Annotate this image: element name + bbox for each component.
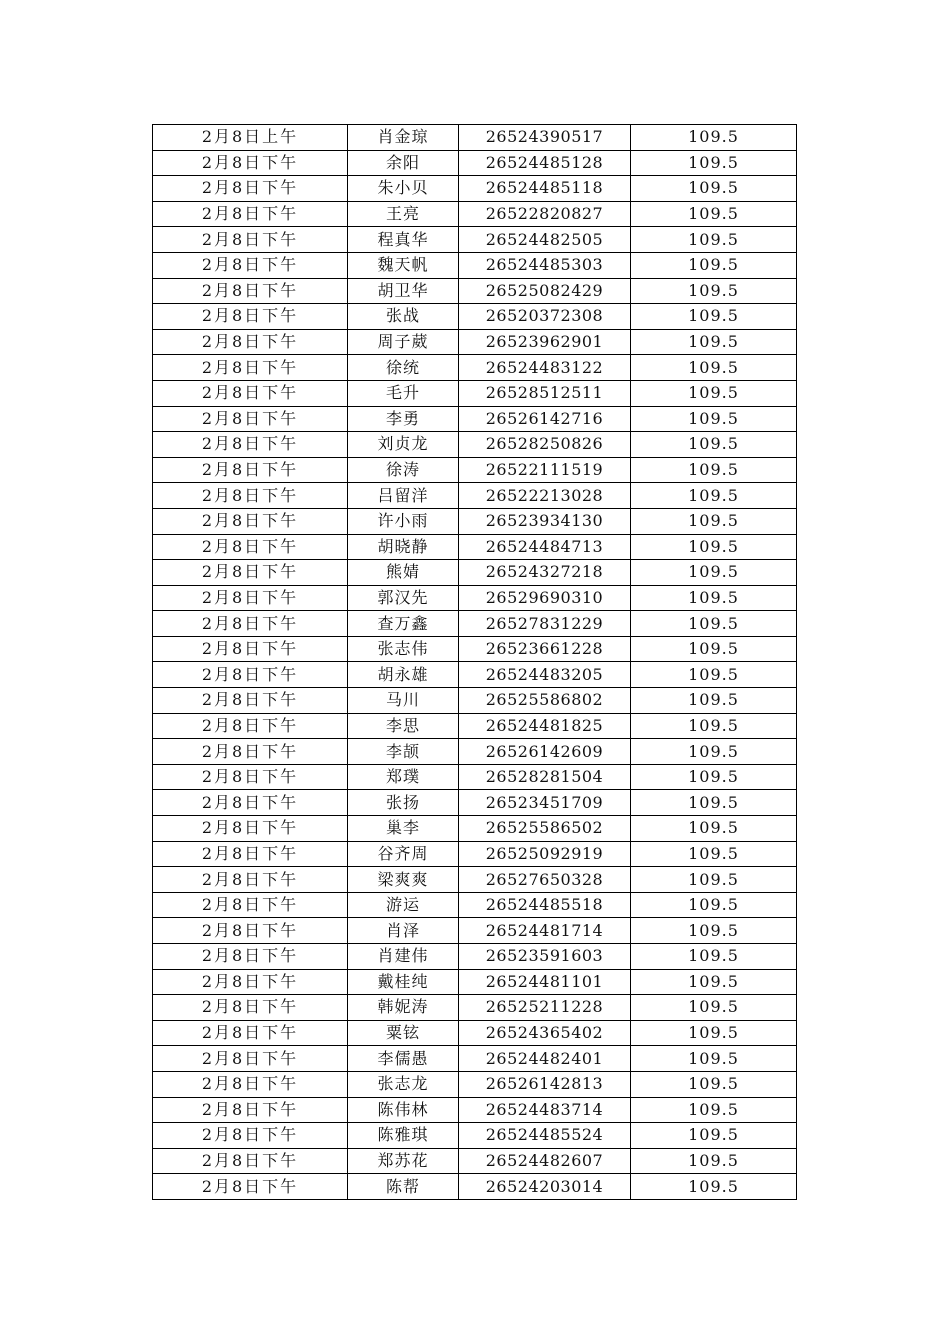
amount-cell: 109.5 [631, 816, 797, 842]
amount-cell: 109.5 [631, 1097, 797, 1123]
name-cell: 程真华 [348, 227, 459, 253]
ticket-number-cell: 26524485128 [459, 150, 631, 176]
ticket-number-cell: 26527831229 [459, 611, 631, 637]
table-row [153, 969, 797, 995]
name-cell: 张扬 [348, 790, 459, 816]
table-row [153, 790, 797, 816]
ticket-number-cell: 26520372308 [459, 304, 631, 330]
name-cell: 魏天帆 [348, 252, 459, 278]
ticket-number-cell: 26529690310 [459, 585, 631, 611]
date-cell: 2月8日下午 [153, 611, 348, 637]
ticket-number-cell: 26524485303 [459, 252, 631, 278]
table-row [153, 918, 797, 944]
date-cell: 2月8日下午 [153, 867, 348, 893]
date-cell: 2月8日下午 [153, 1020, 348, 1046]
table-row [153, 688, 797, 714]
table-row [153, 841, 797, 867]
name-cell: 陈伟林 [348, 1097, 459, 1123]
table-row [153, 1046, 797, 1072]
table-row [153, 508, 797, 534]
table-row [153, 713, 797, 739]
name-cell: 查万鑫 [348, 611, 459, 637]
ticket-number-cell: 26523934130 [459, 508, 631, 534]
table-row [153, 1071, 797, 1097]
amount-cell: 109.5 [631, 1071, 797, 1097]
ticket-number-cell: 26525092919 [459, 841, 631, 867]
ticket-number-cell: 26524365402 [459, 1020, 631, 1046]
amount-cell: 109.5 [631, 1148, 797, 1174]
name-cell: 王亮 [348, 201, 459, 227]
name-cell: 余阳 [348, 150, 459, 176]
table-row [153, 1020, 797, 1046]
ticket-number-cell: 26524203014 [459, 1174, 631, 1200]
name-cell: 肖泽 [348, 918, 459, 944]
name-cell: 胡卫华 [348, 278, 459, 304]
date-cell: 2月8日下午 [153, 944, 348, 970]
date-cell: 2月8日下午 [153, 560, 348, 586]
name-cell: 胡晓静 [348, 534, 459, 560]
date-cell: 2月8日下午 [153, 1046, 348, 1072]
table-row [153, 304, 797, 330]
amount-cell: 109.5 [631, 918, 797, 944]
amount-cell: 109.5 [631, 1020, 797, 1046]
amount-cell: 109.5 [631, 585, 797, 611]
table-row [153, 739, 797, 765]
name-cell: 马川 [348, 688, 459, 714]
table-row [153, 662, 797, 688]
date-cell: 2月8日下午 [153, 841, 348, 867]
name-cell: 许小雨 [348, 508, 459, 534]
name-cell: 徐统 [348, 355, 459, 381]
ticket-number-cell: 26524481101 [459, 969, 631, 995]
table-row [153, 892, 797, 918]
date-cell: 2月8日下午 [153, 380, 348, 406]
ticket-number-cell: 26525082429 [459, 278, 631, 304]
ticket-number-cell: 26528281504 [459, 764, 631, 790]
ticket-number-cell: 26523661228 [459, 636, 631, 662]
name-cell: 游运 [348, 892, 459, 918]
ticket-number-cell: 26528250826 [459, 432, 631, 458]
amount-cell: 109.5 [631, 1123, 797, 1149]
ticket-number-cell: 26522111519 [459, 457, 631, 483]
table-row [153, 1148, 797, 1174]
date-cell: 2月8日上午 [153, 125, 348, 151]
name-cell: 谷齐周 [348, 841, 459, 867]
table-row [153, 252, 797, 278]
name-cell: 巢李 [348, 816, 459, 842]
name-cell: 陈雅琪 [348, 1123, 459, 1149]
ticket-number-cell: 26524485524 [459, 1123, 631, 1149]
date-cell: 2月8日下午 [153, 304, 348, 330]
name-cell: 毛升 [348, 380, 459, 406]
amount-cell: 109.5 [631, 406, 797, 432]
ticket-number-cell: 26524327218 [459, 560, 631, 586]
amount-cell: 109.5 [631, 611, 797, 637]
name-cell: 粟铉 [348, 1020, 459, 1046]
amount-cell: 109.5 [631, 790, 797, 816]
table-row [153, 406, 797, 432]
ticket-number-cell: 26524485118 [459, 176, 631, 202]
ticket-number-cell: 26522820827 [459, 201, 631, 227]
name-cell: 刘贞龙 [348, 432, 459, 458]
ticket-number-cell: 26523962901 [459, 329, 631, 355]
name-cell: 梁爽爽 [348, 867, 459, 893]
amount-cell: 109.5 [631, 534, 797, 560]
ticket-number-cell: 26528512511 [459, 380, 631, 406]
date-cell: 2月8日下午 [153, 662, 348, 688]
amount-cell: 109.5 [631, 304, 797, 330]
name-cell: 肖金琼 [348, 125, 459, 151]
name-cell: 张志伟 [348, 636, 459, 662]
amount-cell: 109.5 [631, 969, 797, 995]
amount-cell: 109.5 [631, 841, 797, 867]
date-cell: 2月8日下午 [153, 457, 348, 483]
amount-cell: 109.5 [631, 636, 797, 662]
date-cell: 2月8日下午 [153, 355, 348, 381]
name-cell: 朱小贝 [348, 176, 459, 202]
amount-cell: 109.5 [631, 764, 797, 790]
ticket-number-cell: 26524483122 [459, 355, 631, 381]
ticket-number-cell: 26527650328 [459, 867, 631, 893]
name-cell: 戴桂纯 [348, 969, 459, 995]
amount-cell: 109.5 [631, 380, 797, 406]
date-cell: 2月8日下午 [153, 1148, 348, 1174]
amount-cell: 109.5 [631, 892, 797, 918]
date-cell: 2月8日下午 [153, 636, 348, 662]
ticket-number-cell: 26524482401 [459, 1046, 631, 1072]
date-cell: 2月8日下午 [153, 329, 348, 355]
records-table-body [153, 125, 797, 1200]
table-row [153, 483, 797, 509]
table-row [153, 278, 797, 304]
date-cell: 2月8日下午 [153, 1071, 348, 1097]
amount-cell: 109.5 [631, 201, 797, 227]
amount-cell: 109.5 [631, 995, 797, 1021]
table-row [153, 1174, 797, 1200]
ticket-number-cell: 26523451709 [459, 790, 631, 816]
date-cell: 2月8日下午 [153, 150, 348, 176]
table-row [153, 867, 797, 893]
amount-cell: 109.5 [631, 560, 797, 586]
ticket-number-cell: 26522213028 [459, 483, 631, 509]
name-cell: 李勇 [348, 406, 459, 432]
date-cell: 2月8日下午 [153, 764, 348, 790]
date-cell: 2月8日下午 [153, 1097, 348, 1123]
name-cell: 郭汉先 [348, 585, 459, 611]
ticket-number-cell: 26524483714 [459, 1097, 631, 1123]
records-table [152, 124, 797, 1200]
table-row [153, 355, 797, 381]
date-cell: 2月8日下午 [153, 790, 348, 816]
ticket-number-cell: 26524482607 [459, 1148, 631, 1174]
ticket-number-cell: 26526142609 [459, 739, 631, 765]
name-cell: 郑苏花 [348, 1148, 459, 1174]
ticket-number-cell: 26525211228 [459, 995, 631, 1021]
date-cell: 2月8日下午 [153, 176, 348, 202]
table-row [153, 150, 797, 176]
table-row [153, 816, 797, 842]
name-cell: 张战 [348, 304, 459, 330]
date-cell: 2月8日下午 [153, 816, 348, 842]
date-cell: 2月8日下午 [153, 969, 348, 995]
date-cell: 2月8日下午 [153, 508, 348, 534]
table-row [153, 534, 797, 560]
amount-cell: 109.5 [631, 227, 797, 253]
ticket-number-cell: 26526142716 [459, 406, 631, 432]
amount-cell: 109.5 [631, 508, 797, 534]
date-cell: 2月8日下午 [153, 918, 348, 944]
date-cell: 2月8日下午 [153, 483, 348, 509]
amount-cell: 109.5 [631, 867, 797, 893]
ticket-number-cell: 26524482505 [459, 227, 631, 253]
amount-cell: 109.5 [631, 1046, 797, 1072]
date-cell: 2月8日下午 [153, 432, 348, 458]
amount-cell: 109.5 [631, 176, 797, 202]
table-row [153, 432, 797, 458]
date-cell: 2月8日下午 [153, 713, 348, 739]
date-cell: 2月8日下午 [153, 1123, 348, 1149]
table-row [153, 944, 797, 970]
ticket-number-cell: 26524481825 [459, 713, 631, 739]
amount-cell: 109.5 [631, 125, 797, 151]
table-row [153, 457, 797, 483]
ticket-number-cell: 26524485518 [459, 892, 631, 918]
date-cell: 2月8日下午 [153, 1174, 348, 1200]
amount-cell: 109.5 [631, 713, 797, 739]
table-row [153, 176, 797, 202]
ticket-number-cell: 26525586502 [459, 816, 631, 842]
date-cell: 2月8日下午 [153, 252, 348, 278]
table-row [153, 636, 797, 662]
date-cell: 2月8日下午 [153, 278, 348, 304]
amount-cell: 109.5 [631, 432, 797, 458]
amount-cell: 109.5 [631, 662, 797, 688]
table-row [153, 585, 797, 611]
table-row [153, 227, 797, 253]
date-cell: 2月8日下午 [153, 406, 348, 432]
table-row [153, 764, 797, 790]
amount-cell: 109.5 [631, 252, 797, 278]
table-row [153, 329, 797, 355]
name-cell: 肖建伟 [348, 944, 459, 970]
date-cell: 2月8日下午 [153, 739, 348, 765]
name-cell: 李颉 [348, 739, 459, 765]
name-cell: 李思 [348, 713, 459, 739]
table-row [153, 201, 797, 227]
name-cell: 徐涛 [348, 457, 459, 483]
table-row [153, 380, 797, 406]
name-cell: 吕留洋 [348, 483, 459, 509]
amount-cell: 109.5 [631, 688, 797, 714]
table-row [153, 1123, 797, 1149]
table-row [153, 560, 797, 586]
date-cell: 2月8日下午 [153, 585, 348, 611]
name-cell: 李儒愚 [348, 1046, 459, 1072]
ticket-number-cell: 26524484713 [459, 534, 631, 560]
date-cell: 2月8日下午 [153, 995, 348, 1021]
date-cell: 2月8日下午 [153, 534, 348, 560]
date-cell: 2月8日下午 [153, 227, 348, 253]
amount-cell: 109.5 [631, 355, 797, 381]
ticket-number-cell: 26526142813 [459, 1071, 631, 1097]
amount-cell: 109.5 [631, 483, 797, 509]
ticket-number-cell: 26524390517 [459, 125, 631, 151]
amount-cell: 109.5 [631, 1174, 797, 1200]
name-cell: 熊婧 [348, 560, 459, 586]
amount-cell: 109.5 [631, 739, 797, 765]
date-cell: 2月8日下午 [153, 201, 348, 227]
amount-cell: 109.5 [631, 278, 797, 304]
name-cell: 胡永雄 [348, 662, 459, 688]
date-cell: 2月8日下午 [153, 688, 348, 714]
amount-cell: 109.5 [631, 457, 797, 483]
table-row [153, 125, 797, 151]
name-cell: 陈帮 [348, 1174, 459, 1200]
amount-cell: 109.5 [631, 150, 797, 176]
date-cell: 2月8日下午 [153, 892, 348, 918]
name-cell: 韩妮涛 [348, 995, 459, 1021]
table-row [153, 611, 797, 637]
ticket-number-cell: 26524483205 [459, 662, 631, 688]
ticket-number-cell: 26524481714 [459, 918, 631, 944]
table-row [153, 1097, 797, 1123]
ticket-number-cell: 26523591603 [459, 944, 631, 970]
amount-cell: 109.5 [631, 944, 797, 970]
table-row [153, 995, 797, 1021]
name-cell: 张志龙 [348, 1071, 459, 1097]
amount-cell: 109.5 [631, 329, 797, 355]
name-cell: 郑璞 [348, 764, 459, 790]
name-cell: 周子葳 [348, 329, 459, 355]
ticket-number-cell: 26525586802 [459, 688, 631, 714]
